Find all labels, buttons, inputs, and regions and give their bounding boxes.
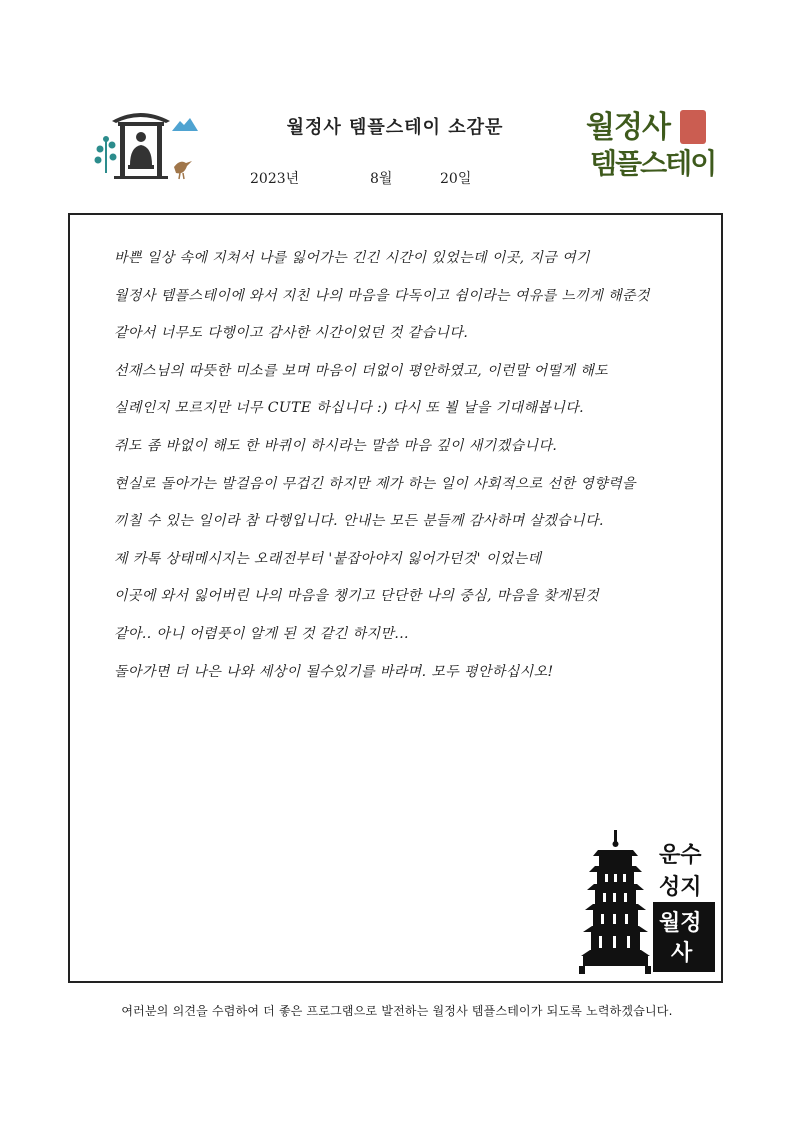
letter-line: 같아서 너무도 다행이고 감사한 시간이었던 것 같습니다. [114, 325, 469, 342]
letter-line: 월정사 템플스테이에 와서 지친 나의 마음을 다독이고 쉼이라는 여유를 느끼게 해준것 [114, 287, 650, 304]
letter-line: 바쁜 일상 속에 지쳐서 나를 잃어가는 긴긴 시간이 있었는데 이곳, 지금 여기 [114, 250, 590, 266]
date-line [250, 168, 520, 188]
page-title: 월정사 템플스테이 소감문 [286, 117, 504, 138]
letter-line: 돌아가면 더 나은 나와 세상이 될수있기를 바라며. 모두 평안하십시오! [114, 663, 554, 680]
handwritten-letter [114, 240, 704, 691]
date-year: 2023년 [250, 171, 300, 187]
svg-text:월정: 월정 [659, 910, 702, 936]
logo-line-1: 월정사 [586, 110, 670, 145]
svg-text:사: 사 [671, 940, 693, 966]
footer-note: 여러분의 의견을 수렴하여 더 좋은 프로그램으로 발전하는 월정사 템플스테이가 되도록 노력하겠습니다. [121, 1004, 673, 1018]
templestay-logo [576, 102, 724, 184]
pagoda-stamp-icon [575, 828, 720, 978]
letter-line: 이곳에 와서 잃어버린 나의 마음을 챙기고 단단한 나의 중심, 마음을 찾게된것 [114, 588, 599, 605]
letter-line: 같아.. 아니 어렴풋이 알게 된 것 같긴 하지만... [114, 625, 409, 642]
temple-logo [86, 103, 214, 185]
svg-text:운수: 운수 [659, 842, 702, 868]
date-month: 8월 [370, 171, 393, 187]
letter-line: 실례인지 모르지만 너무 CUTE 하십니다 :) 다시 또 뵐 날을 기대해봅니다. [114, 400, 585, 417]
logo-line-2: 템플스테이 [590, 147, 716, 180]
letter-line: 선재스님의 따뜻한 미소를 보며 마음이 더없이 평안하였고, 이런말 어떨게 해도 [114, 362, 609, 379]
svg-text:성지: 성지 [659, 874, 702, 900]
date-day: 20일 [440, 171, 472, 187]
letter-line: 끼칠 수 있는 일이라 참 다행입니다. 안내는 모든 분들께 감사하며 살겠습니다. [114, 513, 604, 530]
letter-line: 쥐도 좀 바없이 해도 한 바퀴이 하시라는 말씀 마음 깊이 새기겠습니다. [114, 437, 558, 454]
letter-line: 현실로 돌아가는 발걸음이 무겁긴 하지만 제가 하는 일이 사회적으로 선한 영향력을 [114, 475, 636, 492]
letter-line: 제 카톡 상태메시지는 오래전부터 '붙잡아야지 잃어가던것' 이었는데 [114, 550, 542, 567]
temple-gate-buddha-icon [86, 103, 214, 185]
red-seal-icon [680, 110, 706, 144]
